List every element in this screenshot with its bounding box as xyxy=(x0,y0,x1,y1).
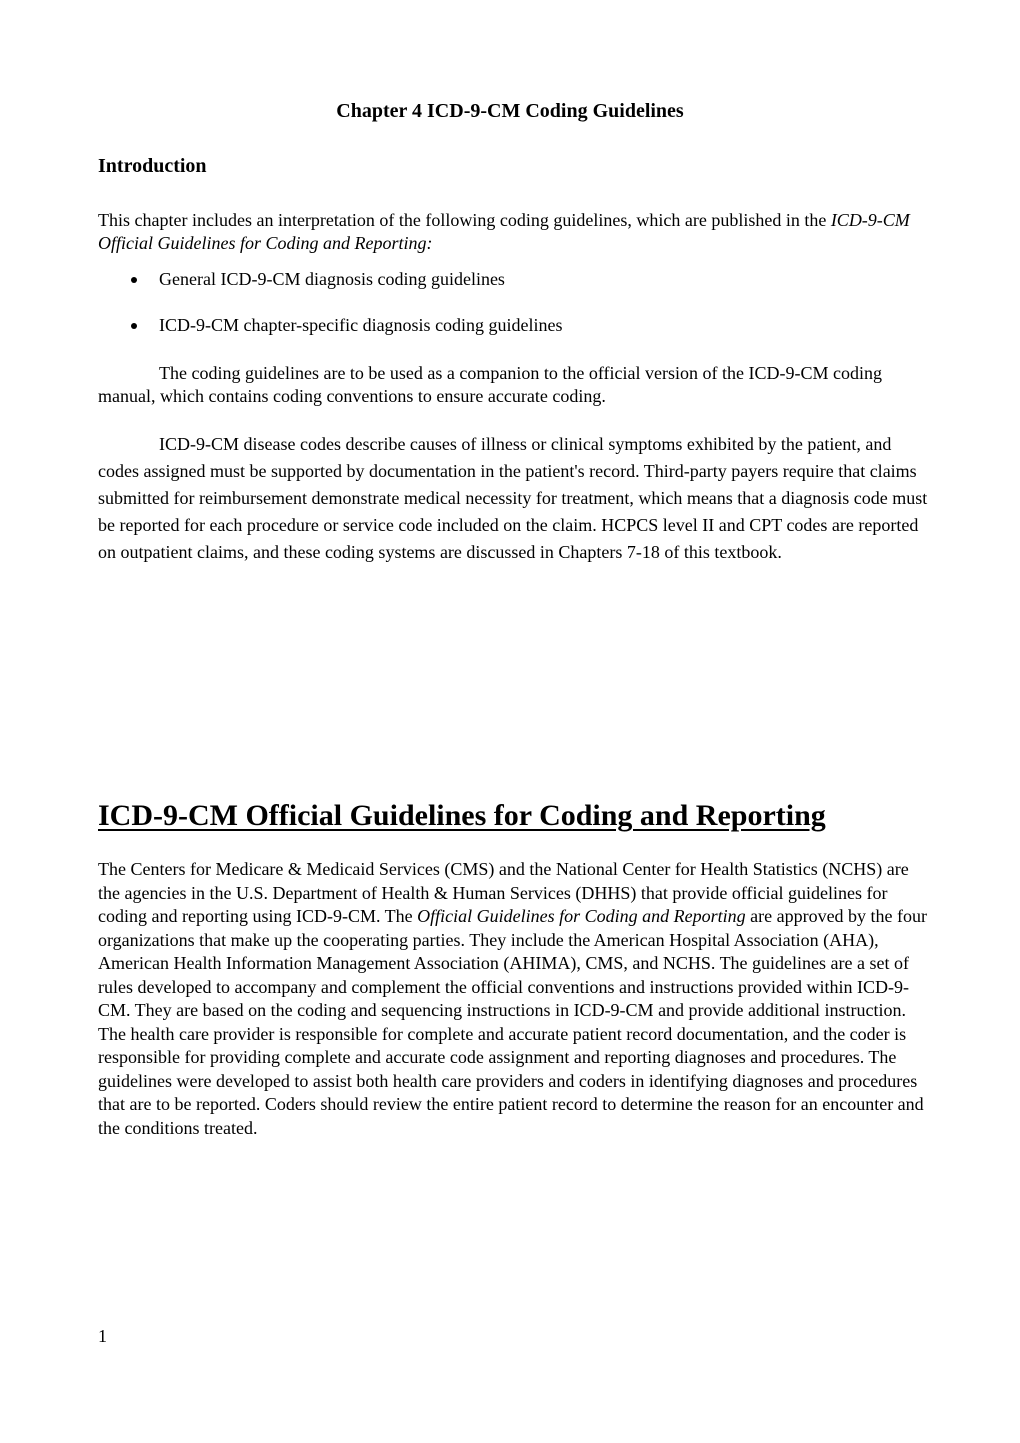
guidelines-section-heading-text: ICD-9-CM Official Guidelines for Coding and Reporting xyxy=(98,799,826,832)
companion-paragraph: The coding guidelines are to be used as a companion to the official version of the ICD-9-CM coding manual, which contains coding conventions to ensure accurate coding. xyxy=(98,363,882,406)
bullet-icon xyxy=(131,323,137,329)
intro-paragraph-title-italic: ICD-9-CM Official Guidelines for Coding and Reporting: xyxy=(98,210,910,253)
page-number: 1 xyxy=(98,1326,107,1346)
bullet-icon xyxy=(131,277,137,283)
guidelines-bullet-list xyxy=(98,268,928,360)
list-item xyxy=(98,314,928,337)
disease-codes-paragraph: ICD-9-CM disease codes describe causes of illness or clinical symptoms exhibited by the patient, and codes assigned must be supported by documentation in the patient's record. Third-party payers require that claims submitted for reimbursement demonstrate medical necessity for treatment, which means that a diagnosis code must be reported for each procedure or service code included on the claim. HCPCS level II and CPT codes are reported on outpatient claims, and these coding systems are discussed in Chapters 7-18 of this textbook. xyxy=(98,434,928,562)
intro-paragraph-text: This chapter includes an interpretation of the following coding guidelines, which are published in the xyxy=(98,210,831,230)
list-item-text: ICD-9-CM chapter-specific diagnosis coding guidelines xyxy=(159,315,563,335)
cms-nchs-paragraph xyxy=(98,858,928,1140)
list-item-text: General ICD-9-CM diagnosis coding guidelines xyxy=(159,269,505,289)
cms-paragraph-italic-title: Official Guidelines for Coding and Reporting xyxy=(417,906,746,926)
chapter-title: Chapter 4 ICD-9-CM Coding Guidelines xyxy=(336,100,684,122)
list-item xyxy=(98,268,928,291)
intro-heading: Introduction xyxy=(98,155,207,177)
guidelines-section-heading xyxy=(98,799,870,833)
intro-paragraph xyxy=(98,209,928,255)
cms-paragraph-part2: are approved by the four organizations that make up the cooperating parties. They include the American Hospital Association (AHA), American Health Information Management Association (AHIMA), CMS, and NCHS. The guidelines are a set of rules developed to accompany and complement the official conventions and instructions provided within ICD-9-CM. They are based on the coding and sequencing instructions in ICD-9-CM and provide additional instruction. The health care provider is responsible for complete and accurate patient record documentation, and the coder is responsible for providing complete and accurate code assignment and reporting diagnoses and procedures. The guidelines were developed to assist both health care providers and coders in identifying diagnoses and procedures that are to be reported. Coders should review the entire patient record to determine the reason for an encounter and the conditions treated. xyxy=(98,906,928,1138)
cms-paragraph-part1: The Centers for Medicare & Medicaid Services (CMS) and the National Center for Health Statistics (NCHS) are the agencies in the U.S. Department of Health & Human Services (DHHS) that provide official guidelines for coding and reporting using ICD-9-CM. The xyxy=(98,859,909,926)
